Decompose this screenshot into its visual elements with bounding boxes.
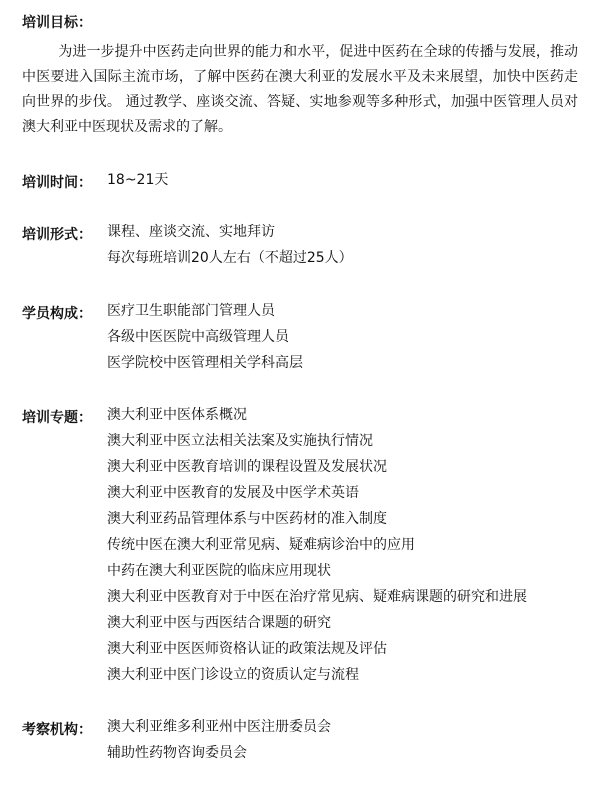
- format-item: 课程、座谈交流、实地拜访: [107, 224, 275, 240]
- institutions-list: [107, 714, 331, 766]
- topic-item: 澳大利亚中医教育的发展及中医学术英语: [107, 485, 359, 501]
- topics-heading: 培训专题：: [22, 410, 92, 426]
- participant-item: 各级中医医院中高级管理人员: [107, 329, 289, 345]
- objective-heading: 培训目标：: [22, 15, 92, 31]
- duration-heading: 培训时间：: [22, 175, 92, 191]
- topic-item: 澳大利亚中医门诊设立的资质认定与流程: [107, 667, 359, 683]
- topic-item: 澳大利亚中医教育培训的课程设置及发展状况: [107, 459, 387, 475]
- topic-item: 澳大利亚中医医师资格认证的政策法规及评估: [107, 641, 387, 657]
- duration-value-block: [107, 167, 168, 193]
- format-heading: 培训形式：: [22, 227, 92, 243]
- participants-heading: 学员构成：: [22, 306, 92, 322]
- format-list: [107, 219, 353, 271]
- topic-item: 澳大利亚中医与西医结合课题的研究: [107, 615, 331, 631]
- duration-value: 18~21天: [107, 172, 169, 188]
- topic-item: 澳大利亚药品管理体系与中医药材的准入制度: [107, 511, 387, 527]
- participant-item: 医疗卫生职能部门管理人员: [107, 303, 275, 319]
- institution-item: 辅助性药物咨询委员会: [107, 745, 247, 761]
- topic-item: 中药在澳大利亚医院的临床应用现状: [107, 563, 331, 579]
- topic-item: 澳大利亚中医体系概况: [107, 407, 247, 423]
- participants-list: [107, 298, 303, 376]
- institution-item: 澳大利亚维多利亚州中医注册委员会: [107, 719, 331, 735]
- topic-item: 澳大利亚中医教育对于中医在治疗常见病、疑难病课题的研究和进展: [107, 589, 527, 605]
- topic-item: 传统中医在澳大利亚常见病、疑难病诊治中的应用: [107, 537, 415, 553]
- topics-list: [107, 402, 527, 688]
- format-item: 每次每班培训20人左右（不超过25人）: [107, 250, 353, 266]
- topic-item: 澳大利亚中医立法相关法案及实施执行情况: [107, 433, 373, 449]
- objective-paragraph: 为进一步提升中医药走向世界的能力和水平，促进中医药在全球的传播与发展，推动中医要进入国际主流市场，了解中医药在澳大利亚的发展水平及未来展望，加快中医药走向世界的步伐。 通过教学、座谈交流、答疑、实地参观等多种形式，加强中医管理人员对澳大利亚中医现状及需求的了解。: [22, 44, 578, 135]
- institutions-heading: 考察机构：: [22, 722, 92, 738]
- participant-item: 医学院校中医管理相关学科高层: [107, 355, 303, 371]
